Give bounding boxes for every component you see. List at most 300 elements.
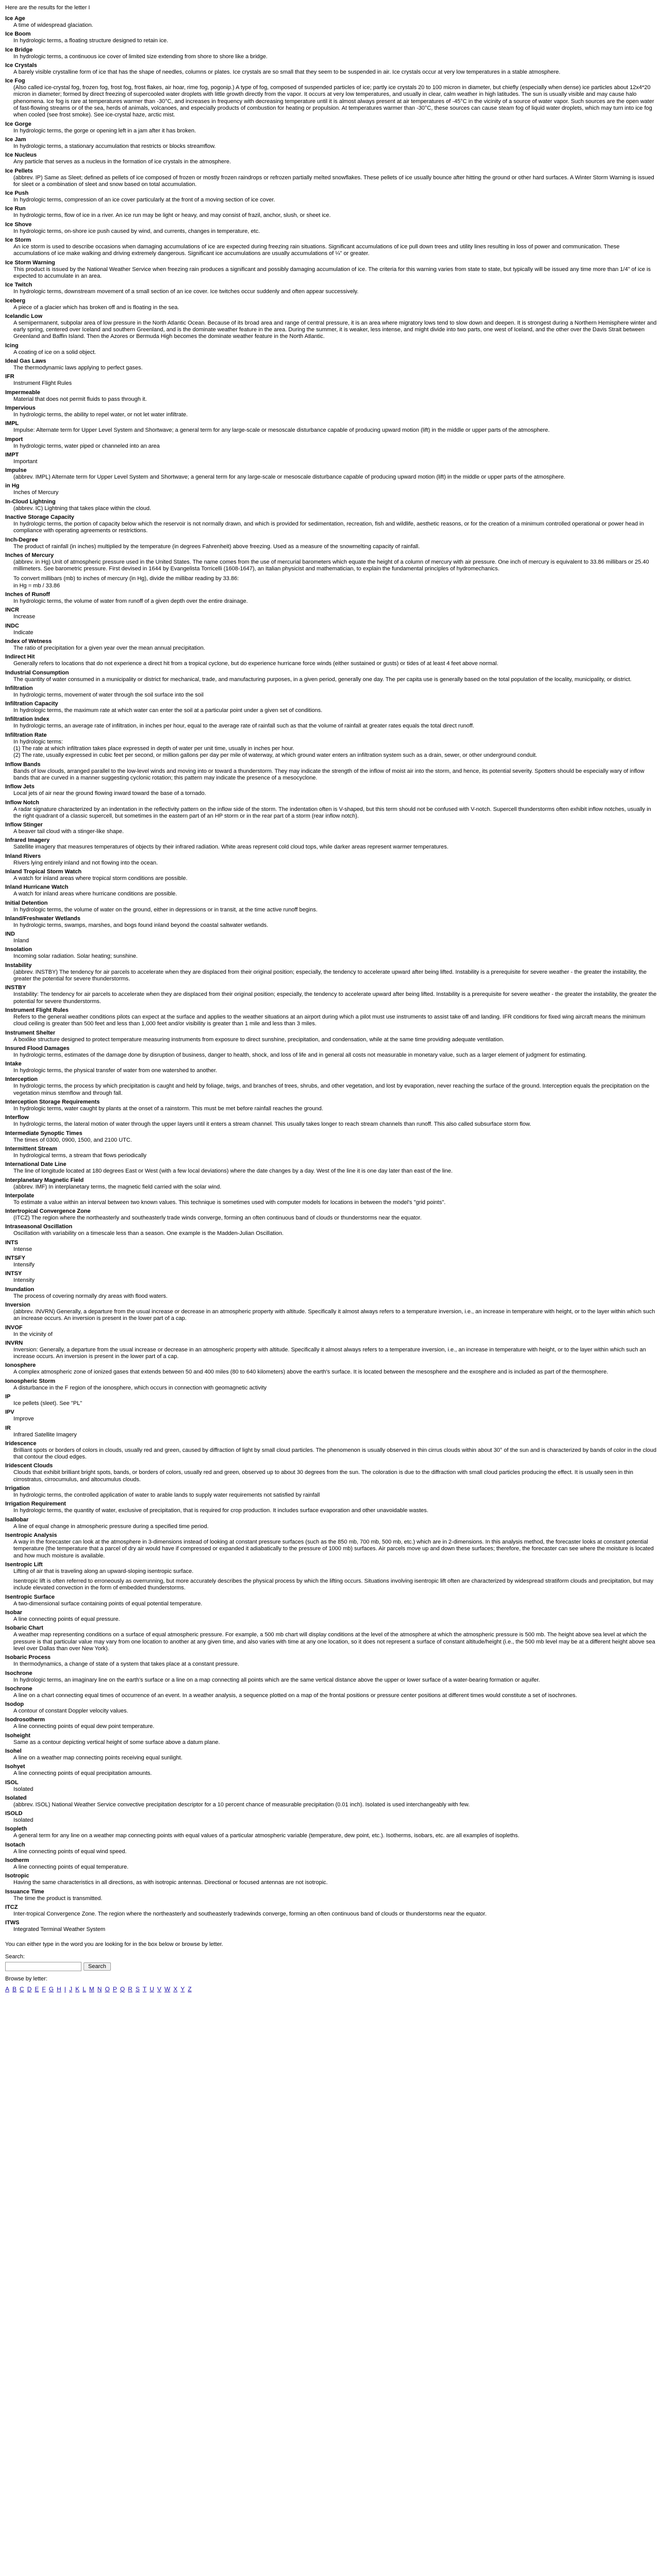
entry-term: Intermediate Synoptic Times [5,1130,82,1137]
glossary-entry [5,1239,657,1253]
entry-term: Isotach [5,1841,25,1848]
entry-term: Inflow Notch [5,799,39,806]
glossary-entry [5,498,657,512]
glossary-entry [5,716,657,730]
entry-term: Infiltration [5,685,33,691]
entry-term: Interflow [5,1114,29,1121]
definition-paragraph: The line of longitude located at 180 degrees East or West (with a few local deviations) where the date changes by a day. West of the line it is one day later than east of the line. [13,1168,453,1175]
entry-definition [13,1067,657,1074]
entry-definition [13,828,657,835]
entry-definition [13,289,657,295]
letter-link-q[interactable]: Q [120,1985,125,1993]
letter-link-n[interactable]: N [97,1985,102,1993]
glossary-entry [5,1794,657,1808]
entry-definition [13,443,657,450]
entry-definition [13,1568,657,1592]
definition-paragraph: The process of covering normally dry areas with flood waters. [13,1293,168,1299]
definition-paragraph: A radar signature characterized by an indentation in the reflectivity pattern on the inflow side of the storm. The indentation often is V-shaped, but this term should not be confused with V-notch. Supercell thunderstorms often exhibit inflow notches, usually in the right quadrant of a classic supercell, but sometimes in the eastern part of an HP storm or in the rear part of a storm (rear inflow notch). [13,806,651,819]
entry-definition [13,1293,657,1300]
entry-term: Interception Storage Requirements [5,1099,100,1106]
entry-term: Isodop [5,1701,24,1708]
entry-definition [13,1739,657,1746]
glossary-entry [5,297,657,311]
glossary-entry [5,451,657,465]
entry-definition [13,1523,657,1530]
glossary-entry [5,946,657,960]
entry-term: Ice Bridge [5,46,33,53]
results-heading: Here are the results for the letter I [5,5,90,11]
definition-paragraph: Infrared Satellite Imagery [13,1431,77,1438]
definition-paragraph: The times of 0300, 0900, 1500, and 2100 UTC. [13,1137,132,1143]
entry-definition [13,1246,657,1253]
search-form [5,1962,657,1971]
letter-link-v[interactable]: V [157,1985,161,1993]
entry-definition [13,396,657,403]
entry-definition [13,1447,657,1461]
glossary-entry [5,389,657,403]
entry-term: Isallobar [5,1516,29,1523]
entry-definition [13,1864,657,1871]
entry-term: Infiltration Capacity [5,701,58,707]
letter-link-d[interactable]: D [27,1985,32,1993]
entry-term: in Hg [5,483,20,489]
glossary-entry [5,436,657,450]
entry-definition [13,427,657,434]
glossary-entry [5,1324,657,1338]
entry-definition [13,1262,657,1268]
entry-term: Infiltration Index [5,716,49,723]
entry-term: Isotherm [5,1857,29,1864]
entry-term: Index of Wetness [5,638,52,645]
entry-term: Inch-Degree [5,536,38,543]
definition-paragraph: A line on a weather map connecting points receiving equal sunlight. [13,1755,183,1761]
entry-definition [13,128,657,134]
definition-paragraph: The time the product is transmitted. [13,1895,103,1902]
definition-paragraph: In hydrologic terms, the gorge or opening left in a jam after it has broken. [13,127,196,134]
entry-definition [13,1895,657,1902]
definition-paragraph: In hydrologic terms, the quantity of water, exclusive of precipitation, that is required for crop production. It includes surface evaporation and other unavoidable wastes. [13,1507,428,1514]
glossary-entry [5,536,657,550]
definition-paragraph: Instability: The tendency for air parcels to accelerate when they are displaced from their original position; especially, the tendency to accelerate upward after being lifted. Instability is a prerequisite for severe weather - the greater the instability, the greater the potential for severe thunderstorms. [13,991,657,1005]
definition-paragraph: In hydrologic terms, the ability to repel water, or not let water infiltrate. [13,411,188,418]
definition-paragraph: Intensify [13,1262,35,1268]
entry-term: Ice Twitch [5,282,32,289]
entry-definition [13,806,657,820]
entry-definition [13,228,657,235]
entry-definition [13,1385,657,1392]
definition-paragraph: A line connecting points of equal dew point temperature. [13,1723,155,1730]
glossary-entry [5,837,657,851]
entry-term: Inland Rivers [5,853,41,859]
search-input[interactable] [5,1962,81,1971]
entry-term: Inland Tropical Storm Watch [5,869,82,875]
glossary-entry [5,205,657,219]
glossary-entry [5,761,657,782]
entry-term: Ice Push [5,190,29,197]
definition-paragraph: (ITCZ) The region where the northeasterly and southeasterly trade winds converge, forming an often continuous band of clouds or thunderstorms near the equator. [13,1215,422,1222]
letter-link-p[interactable]: P [112,1985,117,1993]
glossary-entry [5,236,657,258]
entry-definition [13,1014,657,1028]
entry-term: Isobaric Chart [5,1625,43,1632]
entry-term: Ionospheric Storm [5,1378,56,1384]
entry-term: Inundation [5,1286,35,1293]
entry-term: Ionosphere [5,1362,36,1369]
entry-term: Inland Hurricane Watch [5,884,69,891]
entry-term: Iridescent Clouds [5,1463,53,1469]
glossary-entry [5,1440,657,1461]
browse-instructions: You can either type in the word you are looking for in the box below or browse by letter. [5,1941,223,1947]
glossary-entry [5,358,657,371]
definition-paragraph: Having the same characteristics in all directions, as with isotropic antennas. Directional or focused antennas are not isotropic. [13,1879,328,1886]
definition-paragraph: A boxlike structure designed to protect temperature measuring instruments from exposure to direct sunshine, precipitation, and condensation, while at the same time providing adequate ventilation. [13,1036,505,1043]
entry-definition [13,1347,657,1361]
letter-link-e[interactable]: E [35,1985,39,1993]
glossary-entry [5,62,657,76]
entry-term: Isentropic Lift [5,1561,43,1568]
definition-paragraph: Intensity [13,1277,35,1284]
entry-definition [13,1369,657,1376]
entry-definition [13,1692,657,1699]
entry-definition [13,474,657,481]
definition-paragraph: To convert millibars (mb) to inches of mercury (in Hg), divide the millibar reading by 33.86: in Hg = mb / 33.86 [13,575,239,589]
glossary-entry [5,1810,657,1824]
entry-term: Isohel [5,1748,22,1754]
entry-definition [13,143,657,150]
entry-term: IPV [5,1409,14,1416]
definition-paragraph: In hydrological terms, a stream that flows periodically [13,1152,146,1159]
definition-paragraph: In hydrologic terms, water caught by plants at the onset of a rainstorm. This must be met before rainfall reaches the ground. [13,1106,323,1112]
entry-definition [13,1432,657,1438]
entry-definition [13,953,657,960]
entry-term: Ideal Gas Laws [5,358,46,365]
glossary-entry [5,1670,657,1684]
entry-term: Intertropical Convergence Zone [5,1208,91,1215]
glossary-entry [5,1130,657,1144]
definition-paragraph: A time of widespread glaciation. [13,22,93,28]
definition-paragraph: A watch for inland areas where tropical storm conditions are possible. [13,875,188,882]
browse-label: Browse by letter: [5,1975,47,1982]
entry-term: Interplanetary Magnetic Field [5,1177,84,1183]
glossary-entry [5,606,657,620]
entry-definition [13,22,657,29]
entry-term: INTS [5,1239,19,1246]
entry-definition [13,1926,657,1933]
entry-definition [13,1507,657,1514]
definition-paragraph: Brilliant spots or borders of colors in clouds, usually red and green, caused by diffraction of light by small cloud particles. The phenomenon is usually observed in thin cirrus clouds within about 30° of the sun and is characterized by bands of color in the cloud that contour the cloud edges. [13,1447,657,1461]
entry-term: Interception [5,1076,38,1083]
entry-definition [13,875,657,882]
glossary-entry [5,1045,657,1059]
entry-definition [13,1677,657,1684]
definition-paragraph: Isentropic lift is often referred to erroneously as overrunning, but more accurately describes the physical process by which the lifting occurs. Situations involving isentropic lift often are characterized by widespread stratiform clouds and precipitation, but may include elevated convection in the form of embedded thunderstorms. [13,1578,654,1591]
definition-paragraph: A line of equal change in atmospheric pressure during a specified time period. [13,1523,209,1530]
entry-term: Iridescence [5,1440,37,1447]
entry-term: Isochrone [5,1670,32,1676]
glossary-entry [5,962,657,983]
entry-definition [13,922,657,929]
definition-paragraph: The quantity of water consumed in a municipality or district for mechanical, trade, and manufacturing purposes, in a given period, generally one day. The per capita use is generally based on the total population of the locality, municipality, or district. [13,676,632,683]
entry-term: Ice Crystals [5,62,37,69]
entry-definition [13,1539,657,1560]
definition-paragraph: Inversion: Generally, a departure from the usual increase or decrease in an atmospheric property with altitude. Specifically it almost always refers to a temperature inversion, i.e., an increase in temperature with height, or to the layer within which such an increase occurs. An inversion is present in the lower part of a cap. [13,1346,646,1360]
entry-term: IND [5,931,15,938]
definition-paragraph: (abbrev. IP) Same as Sleet; defined as pellets of ice composed of frozen or mostly frozen raindrops or refrozen partially melted snowflakes. These pellets of ice usually bounce after hitting the ground or other hard surfaces. A Winter Storm Warning is issued for sleet or a combination of sleet and snow based on total accumulation. [13,174,654,188]
letter-link-s[interactable]: S [135,1985,140,1993]
letter-link-m[interactable]: M [89,1985,94,1993]
glossary-entry [5,1716,657,1730]
glossary-entry [5,1654,657,1668]
definition-paragraph: Instrument Flight Rules [13,380,72,387]
entry-definition [13,723,657,730]
glossary-entry [5,1919,657,1933]
definition-paragraph: In hydrologic terms, the volume of water from runoff of a given depth over the entire drainage. [13,598,248,605]
entry-term: Ice Shove [5,221,32,228]
entry-definition [13,365,657,371]
glossary-entry [5,1378,657,1392]
letter-link-k[interactable]: K [75,1985,80,1993]
glossary-entry [5,1286,657,1300]
entry-term: Import [5,436,23,443]
glossary-entry [5,1825,657,1839]
glossary-entry [5,821,657,835]
definition-paragraph: Rivers lying entirely inland and not flowing into the ocean. [13,859,158,866]
entry-definition [13,1184,657,1191]
definition-paragraph: Incoming solar radiation. Solar heating; sunshine. [13,953,138,960]
definition-paragraph: The thermodynamic laws applying to perfect gases. [13,365,143,371]
entry-definition [13,1601,657,1607]
entry-definition [13,660,657,667]
entry-definition [13,1199,657,1206]
entry-term: Infiltration Rate [5,732,47,738]
entry-definition [13,1137,657,1144]
definition-paragraph: A line connecting points of equal precipitation amounts. [13,1770,152,1777]
definition-paragraph: (abbrev. in Hg) Unit of atmospheric pressure used in the United States. The name comes from the use of mercurial barometers which equate the height of a column of mercury with air pressure. One inch of mercury is equivalent to 33.86 millibars or 25.40 millimeters. See barometric pressure. First devised in 1644 by Evangelista Torricelli (1608-1647), an Italian physicist and mathematician, to explain the fundamental principles of hydromechanics. [13,558,649,572]
entry-term: Initial Detention [5,900,48,906]
glossary-entry [5,1409,657,1422]
entry-definition [13,1723,657,1730]
entry-definition [13,1661,657,1668]
letter-link-u[interactable]: U [150,1985,154,1993]
letter-link-l[interactable]: L [82,1985,86,1993]
definition-paragraph: Bands of low clouds, arranged parallel to the low-level winds and moving into or toward a thunderstorm. They may indicate the strength of the inflow of moist air into the storm, and hence, its potential severity. Spotters should be especially wary of inflow bands that are curved in a manner suggesting cyclonic rotation; this pattern may indicate the presence of a mesocyclone. [13,768,644,781]
entry-definition [13,1416,657,1422]
glossary-entry [5,259,657,280]
definition-paragraph: Material that does not permit fluids to pass through it. [13,396,147,402]
entry-definition [13,1309,657,1323]
glossary-entry [5,1779,657,1793]
entry-term: Isobar [5,1609,23,1616]
entry-term: Ice Nucleus [5,152,37,159]
entry-definition [13,1400,657,1407]
entry-definition [13,1052,657,1059]
definition-paragraph: Generally refers to locations that do not experience a direct hit from a tropical cyclone, but do experience hurricane force winds (either sustained or gusts) or tides of at least 4 feet above normal. [13,660,499,667]
entry-definition [13,54,657,60]
glossary-entry [5,1701,657,1715]
entry-definition [13,489,657,496]
entry-term: INDC [5,622,19,629]
definition-paragraph: In the vicinity of [13,1331,53,1337]
definition-paragraph: The product of rainfall (in inches) multiplied by the temperature (in degrees Fahrenheit) above freezing. Used as a measure of the snowmelting capacity of rainfall. [13,543,420,550]
entry-term: Isohyet [5,1764,25,1770]
entry-term: Ice Fog [5,78,25,84]
definition-paragraph: In hydrologic terms, the process by which precipitation is caught and held by foliage, twigs, and branches of trees, shrubs, and other vegetation, and lost by evaporation, never reaching the surface of the ground. Interception equals the precipitation on the vegetation minus stemflow and through fall. [13,1083,650,1096]
glossary-entry [5,783,657,797]
entry-term: Inversion [5,1301,30,1308]
entry-definition [13,891,657,897]
definition-paragraph: Oscillation with variability on a timescale less than a season. One example is the Madden-Julian Oscillation. [13,1230,284,1237]
entry-definition [13,969,657,983]
glossary-entry [5,1500,657,1514]
definition-paragraph: (abbrev. INVRN) Generally, a departure from the usual increase or decrease in an atmospheric property with altitude. Specifically it almost always refers to a temperature inversion, i.e., an increase in temperature with height, or to the layer within which such an increase occurs. An inversion is present in the lower part of a cap. [13,1308,655,1322]
glossary-entry [5,1098,657,1112]
entry-term: Insured Flood Damages [5,1045,70,1052]
letter-link-i[interactable]: I [64,1985,67,1993]
definition-paragraph: To estimate a value within an interval between two known values. This technique is sometimes used with computer models for locations in between the model's "grid points". [13,1199,446,1206]
glossary-entry [5,482,657,496]
entry-definition [13,1911,657,1918]
glossary-entry [5,1208,657,1222]
entry-definition [13,645,657,652]
letter-navigation [5,1986,657,1993]
entry-definition [13,38,657,44]
entry-definition [13,676,657,683]
entry-definition [13,630,657,636]
entry-definition [13,380,657,387]
search-button[interactable]: Search [84,1962,111,1971]
definition-paragraph: Important [13,458,38,465]
entry-term: Intraseasonal Oscillation [5,1224,73,1230]
letter-link-h[interactable]: H [57,1985,61,1993]
definition-paragraph: In hydrologic terms, swamps, marshes, and bogs found inland beyond the coastal saltwater wetlands. [13,922,269,928]
letter-link-r[interactable]: R [128,1985,133,1993]
entry-term: Insolation [5,946,32,953]
glossary-entry [5,404,657,418]
definition-paragraph: In thermodynamics, a change of state of a system that takes place at a constant pressure. [13,1661,239,1668]
definition-paragraph: Same as a contour depicting vertical height of some surface above a datum plane. [13,1739,220,1745]
entry-term: International Date Line [5,1161,67,1168]
definition-paragraph: Inland [13,938,29,944]
definition-paragraph: (Also called ice-crystal fog, frozen fog, frost fog, frost flakes, air hoar, rime fog, pogonip.) A type of fog, composed of suspended particles of ice; partly ice crystals 20 to 100 micron in diameter, but chiefly (especially when dense) ice particles about 12x4*20 micron in diameter; formed by direct freezing of supercooled water droplets with little growth directly from the vapor. It occurs at very low temperatures, and usually in clear, calm weather in high latitudes. The sun is usually visible and may cause halo phenomena. Ice fog is rare at temperatures warmer than -30°C, and increases in frequency with decreasing temperature until it is almost always present at air temperatures of -45°C in the vicinity of a source of water vapor. Such sources are the open water of fast-flowing streams or of the sea, herds of animals, volcanoes, and especially products of combustion for heating or propulsion. At temperatures warmer than -30°C, these sources can cause steam fog of liquid water droplets, which may turn into ice fog when cooled (see frost smoke). See ice-crystal haze, arctic mist. [13,84,654,118]
letter-link-c[interactable]: C [20,1985,24,1993]
definition-paragraph: Indicate [13,629,34,636]
entry-definition [13,505,657,512]
definition-paragraph: A barely visible crystalline form of ice that has the shape of needles, columns or plates. Ice crystals are so small that they seem to be suspended in air. Ice crystals occur at very low temperatures in a stable atmosphere. [13,69,560,75]
entry-term: Isodrosotherm [5,1717,45,1723]
glossary-entry [5,1624,657,1652]
letter-link-j[interactable]: J [69,1985,73,1993]
letter-link-a[interactable]: A [5,1985,10,1993]
glossary-entry [5,373,657,387]
entry-term: Instrument Shelter [5,1029,56,1036]
entry-term: Inches of Runoff [5,591,50,598]
entry-definition [13,1037,657,1043]
glossary-entry [5,77,657,118]
entry-term: Icelandic Low [5,313,43,319]
glossary-entry [5,1301,657,1323]
glossary-entry [5,1609,657,1623]
glossary-entry [5,1029,657,1043]
entry-definition [13,244,657,258]
entry-term: Irrigation [5,1485,30,1492]
letter-link-b[interactable]: B [12,1985,17,1993]
definition-paragraph: In hydrologic terms, movement of water through the soil surface into the soil [13,691,204,698]
glossary-entry [5,884,657,897]
entry-term: INTSY [5,1270,22,1277]
glossary-entry [5,1161,657,1175]
definition-paragraph: The ratio of precipitation for a given year over the mean annual precipitation. [13,645,205,651]
glossary-entry [5,685,657,699]
letter-link-y[interactable]: Y [180,1985,185,1993]
entry-term: Irrigation Requirement [5,1501,66,1507]
definition-paragraph: In hydrologic terms, a stationary accumulation that restricts or blocks streamflow. [13,143,216,149]
glossary-entry [5,221,657,235]
glossary-entry [5,669,657,683]
glossary-entry [5,638,657,652]
letter-link-t[interactable]: T [142,1985,147,1993]
entry-term: ITCZ [5,1904,18,1910]
glossary-entry [5,1485,657,1499]
entry-term: INVOF [5,1324,23,1331]
definition-paragraph: Impulse: Alternate term for Upper Level System and Shortwave; a general term for any large-scale or mesoscale disturbance capable of producing upward motion (lift) in the middle or upper parts of the atmosphere. [13,427,550,434]
entry-definition [13,614,657,620]
glossary-entry [5,653,657,667]
definition-paragraph: (abbrev. IMPL) Alternate term for Upper Level System and Shortwave; a general term for any large-scale or mesoscale disturbance capable of producing upward motion (lift) in the middle or upper parts of the atmosphere. [13,474,566,481]
entry-definition [13,768,657,782]
glossary-entry [5,1904,657,1918]
definition-paragraph: (abbrev. IMF) In interplanetary terms, the magnetic field carried with the solar wind. [13,1183,222,1190]
definition-paragraph: A line connecting points of equal temperature. [13,1864,129,1871]
entry-definition [13,521,657,535]
glossary-entry [5,1255,657,1268]
glossary-entry [5,622,657,636]
entry-definition [13,1277,657,1284]
definition-paragraph: Intense [13,1246,32,1252]
letter-link-w[interactable]: W [164,1985,171,1993]
letter-link-x[interactable]: X [173,1985,178,1993]
glossary-entry [5,591,657,605]
glossary-entry [5,1888,657,1902]
entry-definition [13,459,657,465]
entry-definition [13,197,657,204]
entry-term: Isotropic [5,1873,29,1879]
letter-link-o[interactable]: O [105,1985,110,1993]
entry-term: Inches of Mercury [5,552,54,558]
glossary-entry [5,514,657,535]
entry-definition [13,844,657,851]
entry-term: INTSFY [5,1255,26,1262]
definition-paragraph: Isolated [13,1786,34,1792]
entry-definition [13,1802,657,1808]
letter-link-g[interactable]: G [48,1985,54,1993]
definition-paragraph: In hydrologic terms, estimates of the damage done by disruption of business, danger to health, shock, and loss of life and in general all costs not measurable in monetary value, such as a larger element of judgment for estimating. [13,1052,587,1058]
definition-paragraph: A line on a chart connecting equal times of occurrence of an event. In a weather analysis, a sequence plotted on a map of the frontal positions or pressure center positions at different times would constitute a set of isochrones. [13,1692,577,1699]
entry-definition [13,175,657,189]
letter-link-z[interactable]: Z [188,1985,192,1993]
entry-term: Isoheight [5,1732,30,1739]
letter-link-f[interactable]: F [42,1985,46,1993]
glossary-entry [5,930,657,944]
entry-term: INVRN [5,1340,23,1346]
glossary-entry [5,46,657,60]
definition-paragraph: In hydrologic terms, downstream movement of a small section of an ice cover. Ice twitches occur suddenly and often appear successively. [13,289,359,295]
glossary-entry [5,1516,657,1530]
glossary-entry [5,1340,657,1361]
glossary-entry [5,1532,657,1560]
glossary-entry [5,1594,657,1607]
glossary-entry [5,30,657,44]
entry-term: Ice Boom [5,31,31,38]
